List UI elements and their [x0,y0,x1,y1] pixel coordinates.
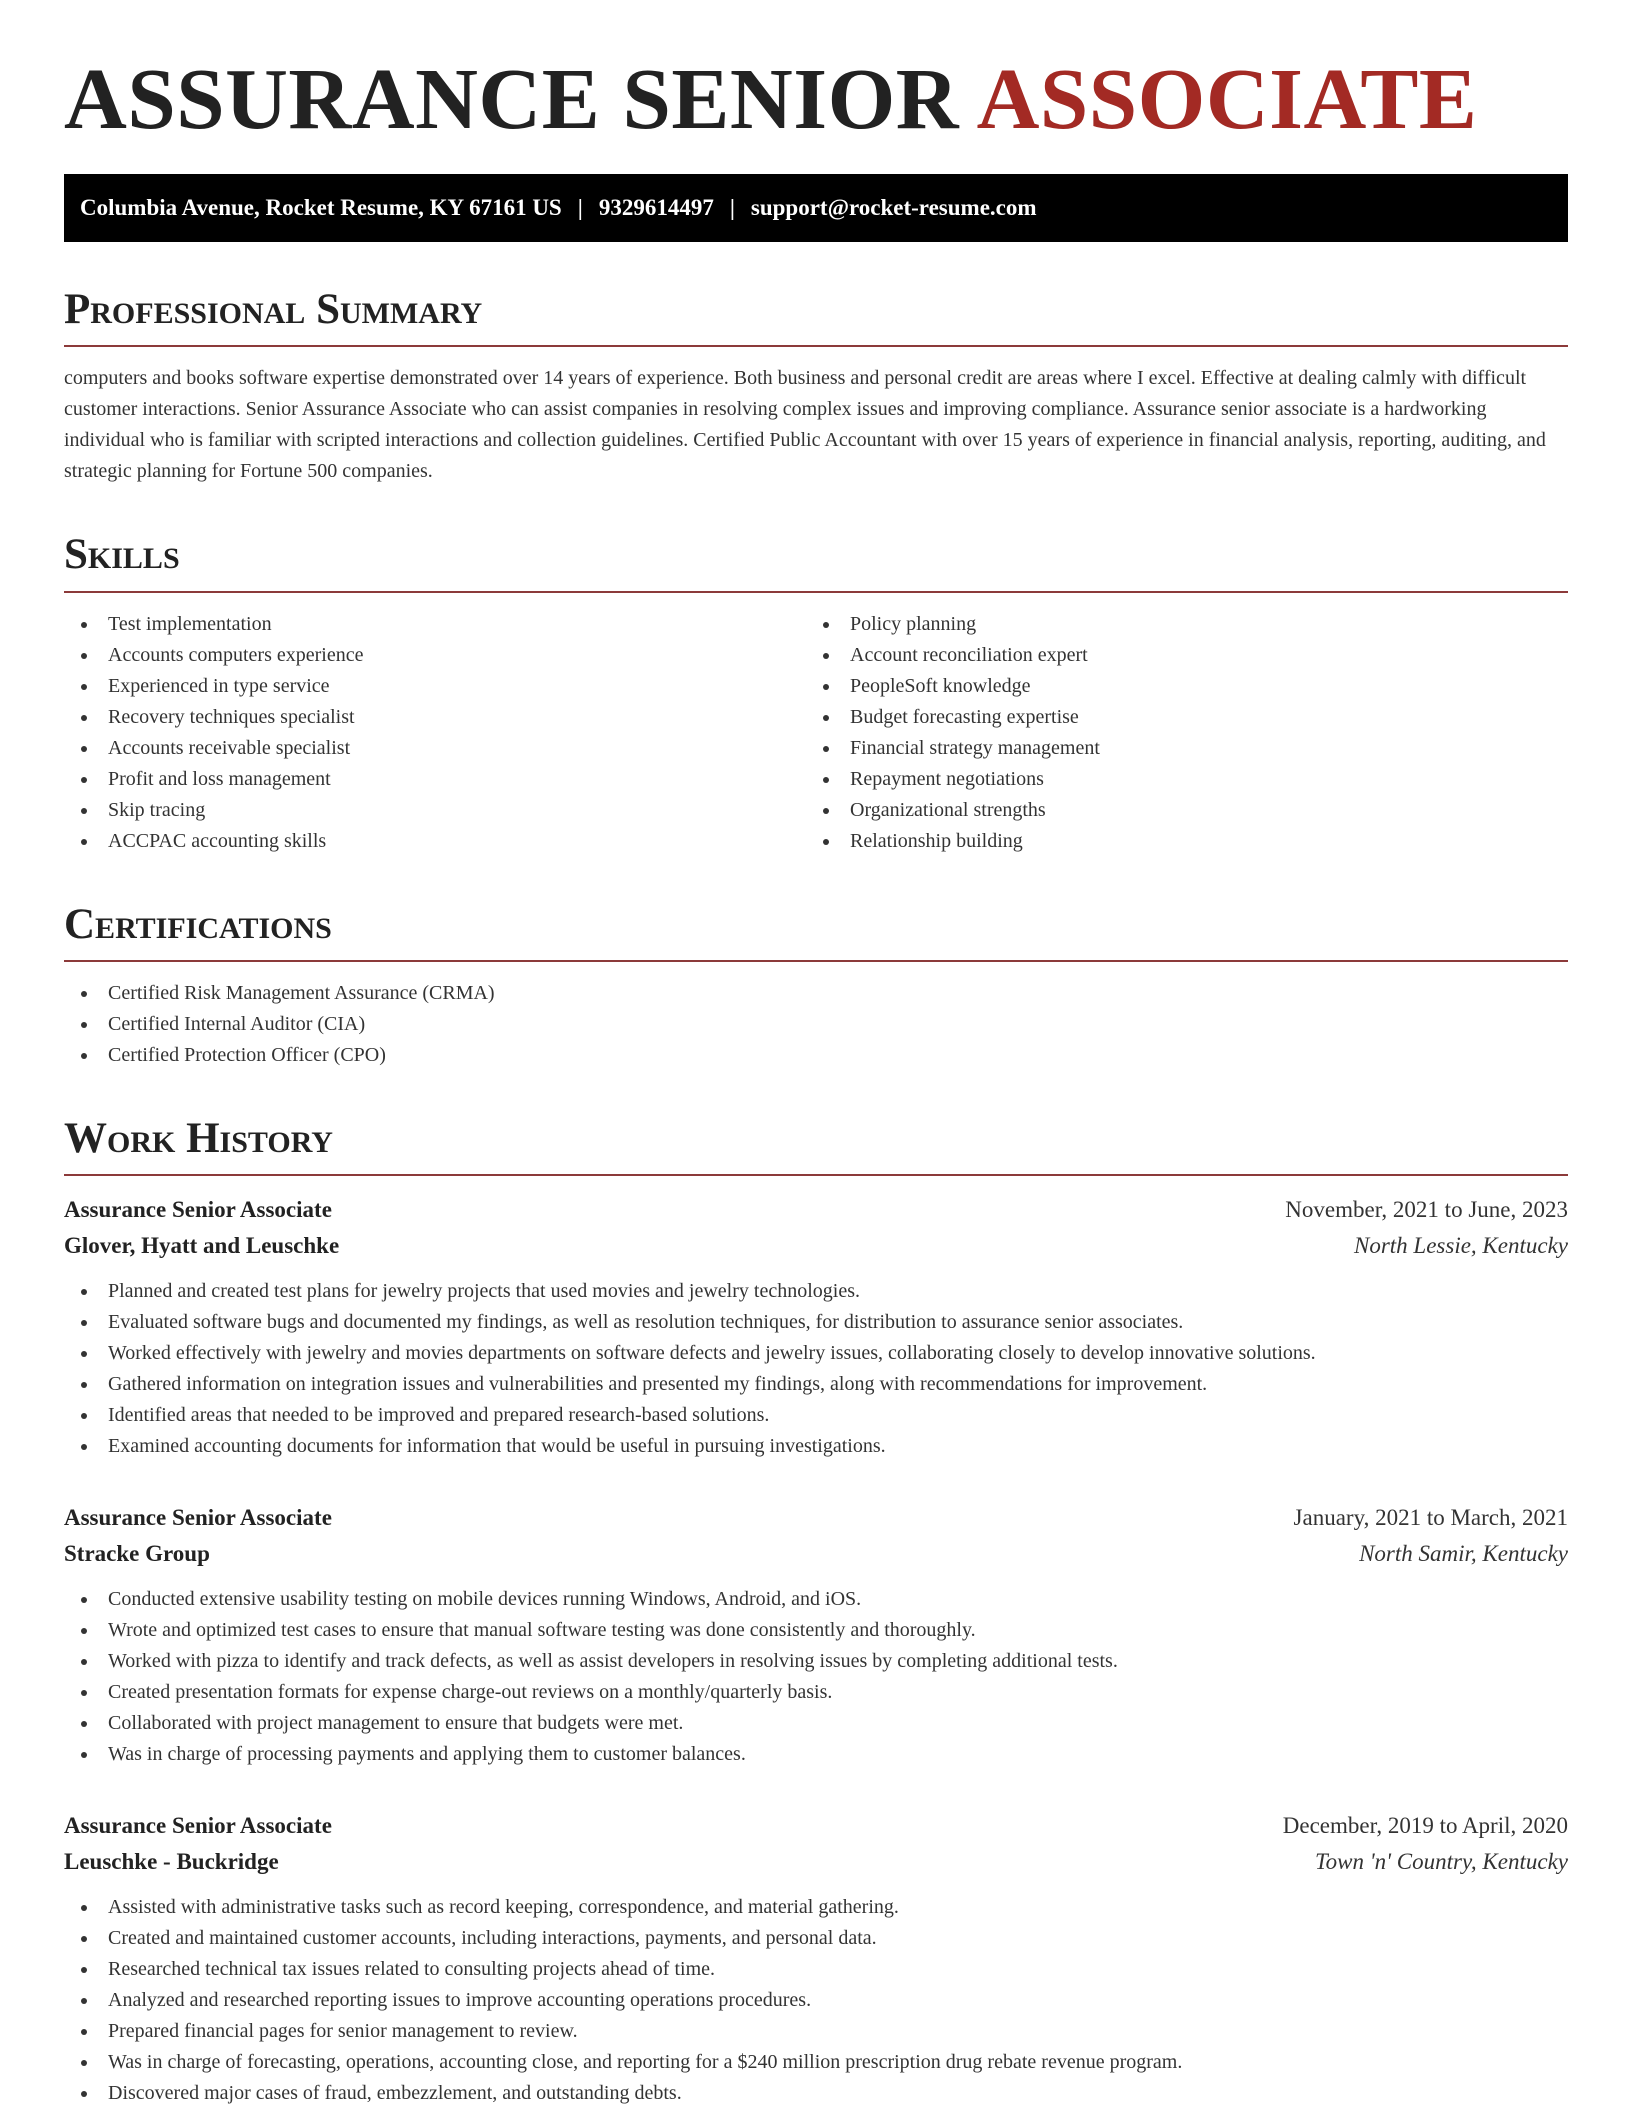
job-duty-item: Created presentation formats for expense charge-out reviews on a monthly/quarterly basis. [64,1677,1568,1708]
skill-item: Repayment negotiations [806,764,1558,795]
job-header-row [64,1500,1568,1536]
job-dates: December, 2019 to April, 2020 [1282,1813,1568,1839]
contact-phone: 9329614497 [598,194,714,220]
job-duties-list [64,1276,1568,1462]
skill-item: Experienced in type service [64,671,816,702]
skills-list-left [64,609,816,857]
skill-item: ACCPAC accounting skills [64,826,816,857]
certifications-list [64,978,1568,1071]
contact-separator: | [577,194,583,220]
certification-item: Certified Internal Auditor (CIA) [64,1009,1568,1040]
job-company-row [64,1228,1568,1264]
job-company: Glover, Hyatt and Leuschke [64,1233,340,1259]
section-title-summary: Professional Summary [64,286,1568,347]
skill-item: Relationship building [806,826,1558,857]
job-duty-item: Gathered information on integration issues and vulnerabilities and presented my findings, along with recommendations for improvement. [64,1369,1568,1400]
skill-item: Financial strategy management [806,733,1558,764]
certifications-section [64,901,1568,1071]
job-company-row [64,1844,1568,1880]
section-title-work-history: Work History [64,1115,1568,1176]
skills-grid [64,593,1568,857]
job-duty-item: Wrote and optimized test cases to ensure that manual software testing was done consistently and thoroughly. [64,1615,1568,1646]
job-title: Assurance Senior Associate [64,1197,332,1223]
job-company: Stracke Group [64,1541,210,1567]
name-last-accent: ASSOCIATE [976,50,1478,147]
job-company: Leuschke - Buckridge [64,1849,279,1875]
work-history-section [64,1115,1568,2109]
job-duty-item: Discovered major cases of fraud, embezzlement, and outstanding debts. [64,2078,1568,2109]
job-entry [64,1500,1568,1770]
job-duty-item: Identified areas that needed to be improved and prepared research-based solutions. [64,1400,1568,1431]
job-duty-item: Analyzed and researched reporting issues to improve accounting operations procedures. [64,1985,1568,2016]
job-duty-item: Collaborated with project management to ensure that budgets were met. [64,1708,1568,1739]
skill-item: Skip tracing [64,795,816,826]
job-location: North Samir, Kentucky [1359,1541,1568,1567]
job-location: Town 'n' Country, Kentucky [1314,1849,1568,1875]
skill-item: Test implementation [64,609,816,640]
section-title-skills: Skills [64,531,1568,592]
skill-item: PeopleSoft knowledge [806,671,1558,702]
job-duty-item: Researched technical tax issues related to consulting projects ahead of time. [64,1954,1568,1985]
job-duty-item: Planned and created test plans for jewelry projects that used movies and jewelry technologies. [64,1276,1568,1307]
name-first: ASSURANCE SENIOR [64,50,960,147]
contact-bar [64,174,1568,242]
contact-separator: | [729,194,735,220]
job-entry [64,1808,1568,2109]
job-duty-item: Worked effectively with jewelry and movies departments on software defects and jewelry issues, collaborating closely to develop innovative solutions. [64,1338,1568,1369]
job-duty-item: Evaluated software bugs and documented my findings, as well as resolution techniques, for distribution to assurance senior associates. [64,1307,1568,1338]
job-dates: November, 2021 to June, 2023 [1285,1197,1568,1223]
skill-item: Budget forecasting expertise [806,702,1558,733]
skill-item: Accounts computers experience [64,640,816,671]
job-duty-item: Worked with pizza to identify and track defects, as well as assist developers in resolving issues by completing additional tests. [64,1646,1568,1677]
job-duties-list [64,1892,1568,2109]
job-dates: January, 2021 to March, 2021 [1293,1505,1568,1531]
skills-section [64,531,1568,856]
job-duty-item: Examined accounting documents for information that would be useful in pursuing investigations. [64,1431,1568,1462]
summary-section [64,286,1568,487]
contact-email: support@rocket-resume.com [750,194,1037,220]
section-title-certifications: Certifications [64,901,1568,962]
job-location: North Lessie, Kentucky [1354,1233,1568,1259]
skills-list-right [806,609,1558,857]
skill-item: Recovery techniques specialist [64,702,816,733]
job-entry [64,1192,1568,1462]
summary-text: computers and books software expertise demonstrated over 14 years of experience. Both business and personal credit are areas where I excel. Effective at dealing calmly with difficult customer interactions. Senior Assurance Associate who can assist companies in resolving complex issues and improving compliance. Assurance senior associate is a hardworking individual who is familiar with scripted interactions and collection guidelines. Certified Public Accountant with over 15 years of experience in financial analysis, reporting, auditing, and strategic planning for Fortune 500 companies. [64,367,1546,483]
skill-item: Policy planning [806,609,1558,640]
resume-name-heading [64,52,1568,146]
job-duty-item: Was in charge of forecasting, operations, accounting close, and reporting for a $240 million prescription drug rebate revenue program. [64,2047,1568,2078]
skill-item: Accounts receivable specialist [64,733,816,764]
job-title: Assurance Senior Associate [64,1813,332,1839]
job-duty-item: Was in charge of processing payments and applying them to customer balances. [64,1739,1568,1770]
job-header-row [64,1192,1568,1228]
skill-item: Organizational strengths [806,795,1558,826]
skill-item: Account reconciliation expert [806,640,1558,671]
contact-address: Columbia Avenue, Rocket Resume, KY 67161 US [80,194,562,220]
skill-item: Profit and loss management [64,764,816,795]
job-company-row [64,1536,1568,1572]
certification-item: Certified Risk Management Assurance (CRMA) [64,978,1568,1009]
job-duty-item: Prepared financial pages for senior management to review. [64,2016,1568,2047]
job-header-row [64,1808,1568,1844]
certification-item: Certified Protection Officer (CPO) [64,1040,1568,1071]
job-duties-list [64,1584,1568,1770]
job-duty-item: Assisted with administrative tasks such as record keeping, correspondence, and material gathering. [64,1892,1568,1923]
job-duty-item: Created and maintained customer accounts, including interactions, payments, and personal data. [64,1923,1568,1954]
job-duty-item: Conducted extensive usability testing on mobile devices running Windows, Android, and iOS. [64,1584,1568,1615]
job-title: Assurance Senior Associate [64,1505,332,1531]
